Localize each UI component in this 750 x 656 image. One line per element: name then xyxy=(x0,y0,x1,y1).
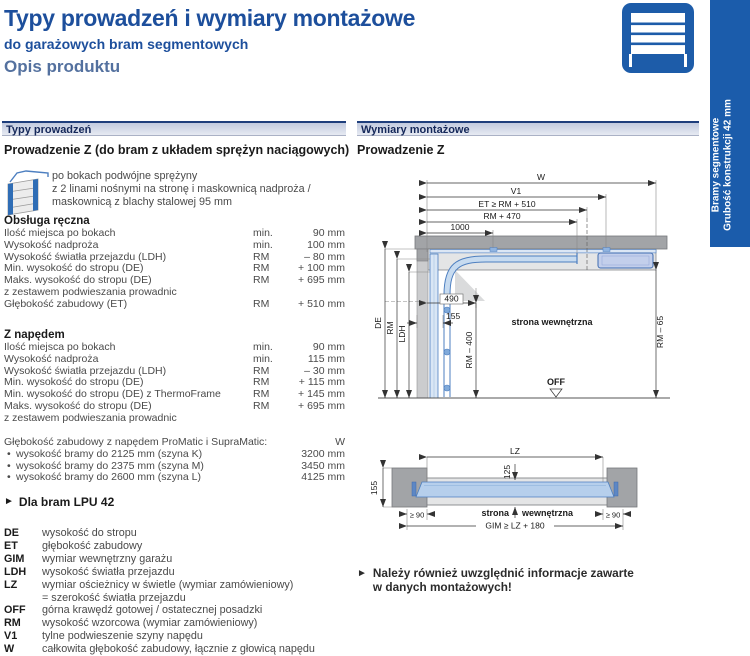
row-value: + 100 mm xyxy=(298,262,345,275)
row-label: z zestawem podwieszania prowadnic xyxy=(4,411,177,424)
dim-125: 125 xyxy=(502,464,512,480)
note-text xyxy=(373,566,634,594)
rail-suspension-rear xyxy=(603,248,610,252)
side-tab xyxy=(710,0,750,247)
item-label: wysokość bramy do 2125 mm (szyna K) xyxy=(16,447,203,460)
dim-lz: LZ xyxy=(510,446,520,456)
manual-heading: Obsługa ręczna xyxy=(4,215,90,227)
rail-suspension xyxy=(490,248,497,252)
table-row xyxy=(4,354,345,366)
legend-term: LZ xyxy=(4,578,18,591)
operator-rail xyxy=(430,250,656,253)
powered-heading: Z napędem xyxy=(4,329,65,341)
row-ref: RM xyxy=(253,399,270,412)
installation-note xyxy=(357,566,634,594)
dim-gim: GIM ≥ LZ + 180 xyxy=(485,520,545,531)
inner-side-label: strona wewnętrzna xyxy=(511,317,593,327)
legend-row xyxy=(4,630,349,643)
table-row xyxy=(4,287,345,299)
abbreviation-legend xyxy=(4,527,349,656)
legend-row xyxy=(4,566,349,579)
off-marker-icon xyxy=(550,389,562,397)
sectional-door-icon xyxy=(622,3,694,78)
z-track-icon xyxy=(4,168,50,221)
legend-term: V1 xyxy=(4,630,18,643)
legend-term: LDH xyxy=(4,565,27,578)
side-tab-line1: Bramy segmentowe xyxy=(710,117,721,213)
legend-def xyxy=(42,579,349,605)
legend-row xyxy=(4,617,349,630)
intro-text xyxy=(52,170,311,210)
row-label: z zestawem podwieszania prowadnic xyxy=(4,285,177,298)
dim-rm65: RM – 65 xyxy=(655,315,665,349)
inner-side-word1: strona xyxy=(481,508,509,518)
row-ref: RM xyxy=(253,262,270,275)
for-doors-heading xyxy=(4,495,114,509)
legend-def: wysokość światła przejazdu xyxy=(42,565,175,578)
row-label: Wysokość światła przejazdu (LDH) xyxy=(4,250,167,263)
row-label: Wysokość nadproża xyxy=(4,238,99,251)
legend-def-line1: wymiar ościeżnicy w świetle (wymiar zamówieniowy) xyxy=(42,578,294,591)
list-item xyxy=(4,449,345,461)
table-row xyxy=(4,240,345,252)
row-value: + 145 mm xyxy=(298,388,345,401)
legend-def: górna krawędź gotowej / ostatecznej posadzki xyxy=(42,604,263,617)
powered-table xyxy=(4,342,345,425)
row-ref: min. xyxy=(253,238,273,251)
row-label: Min. wysokość do stropu (DE) z ThermoFrame xyxy=(4,388,221,401)
legend-term: ET xyxy=(4,539,18,552)
dim-155: 155 xyxy=(446,311,461,321)
table-row xyxy=(4,299,345,311)
row-value: + 115 mm xyxy=(298,376,345,389)
dim-w: W xyxy=(536,172,546,182)
dim-et: ET ≥ RM + 510 xyxy=(478,199,536,209)
row-ref: RM xyxy=(253,274,270,287)
legend-def: wymiar wewnętrzny garażu xyxy=(42,552,173,565)
for-doors-label: Dla bram LPU 42 xyxy=(18,495,115,509)
legend-term: RM xyxy=(4,617,21,630)
dim-ge90-left: ≥ 90 xyxy=(409,510,425,520)
dim-de: DE xyxy=(373,317,383,329)
depth-heading: Głębokość zabudowy z napędem ProMatic i SupraMatic: xyxy=(4,436,268,448)
row-ref xyxy=(253,413,287,425)
row-ref xyxy=(253,287,287,299)
note-line1: Należy również uwzględnić informacje zawarte xyxy=(372,566,634,580)
row-label: Maks. wysokość do stropu (DE) xyxy=(4,274,152,287)
list-item xyxy=(4,472,345,484)
row-value: 90 mm xyxy=(312,341,345,353)
row-value: – 30 mm xyxy=(304,364,345,377)
row-value: 100 mm xyxy=(307,238,345,251)
depth-unit: W xyxy=(335,436,345,448)
side-view-diagram xyxy=(360,160,700,410)
wall-section xyxy=(417,249,428,398)
ceiling xyxy=(415,236,667,249)
row-ref: RM xyxy=(253,250,270,263)
bullet-icon: • xyxy=(7,459,11,472)
legend-row xyxy=(4,553,349,566)
dim-ge90-right: ≥ 90 xyxy=(605,510,621,520)
row-value xyxy=(287,287,345,299)
inner-side-word2: wewnętrzna xyxy=(522,508,574,518)
legend-row xyxy=(4,643,349,656)
roller-bracket-right xyxy=(614,482,618,496)
off-label: OFF xyxy=(547,377,565,387)
row-label: Ilość miejsca po bokach xyxy=(4,341,116,353)
motor-head xyxy=(598,253,653,268)
door-panel xyxy=(416,482,614,497)
legend-def: tylne podwieszenie szyny napędu xyxy=(42,630,203,643)
item-value: 4125 mm xyxy=(301,471,345,484)
legend-def: wysokość do stropu xyxy=(42,527,137,539)
bullet-icon: • xyxy=(7,471,11,484)
intro-line1: po bokach podwójne sprężyny xyxy=(52,170,198,182)
row-value: 90 mm xyxy=(312,227,345,239)
side-tab-text xyxy=(710,42,750,289)
plan-view-diagram xyxy=(360,438,700,543)
row-label: Maks. wysokość do stropu (DE) xyxy=(4,399,152,412)
item-label: wysokość bramy do 2375 mm (szyna M) xyxy=(16,459,204,472)
dim-rm470: RM + 470 xyxy=(483,211,521,221)
row-ref: min. xyxy=(253,341,273,353)
legend-def-line2: = szerokość światła przejazdu xyxy=(42,591,186,604)
side-tab-line2: Grubość konstrukcji 42 mm xyxy=(722,99,733,231)
table-row xyxy=(4,401,345,413)
intro-line3: maskownicą z blachy stalowej 95 mm xyxy=(52,196,233,209)
dim-155-plan: 155 xyxy=(369,480,379,496)
legend-def: głębokość zabudowy xyxy=(42,539,143,552)
row-ref: RM xyxy=(253,364,270,377)
row-label: Wysokość światła przejazdu (LDH) xyxy=(4,364,167,377)
legend-row xyxy=(4,540,349,553)
table-row xyxy=(4,413,345,425)
dim-ldh: LDH xyxy=(397,325,407,343)
legend-row xyxy=(4,604,349,617)
wall-right xyxy=(607,468,637,507)
row-value: + 695 mm xyxy=(298,399,345,412)
legend-def: wysokość wzorcowa (wymiar zamówieniowy) xyxy=(42,617,258,630)
dim-rm: RM xyxy=(385,321,395,335)
row-label: Min. wysokość do stropu (DE) xyxy=(4,376,144,389)
item-value: 3450 mm xyxy=(301,459,345,472)
page-title: Typy prowadzeń i wymiary montażowe xyxy=(4,5,416,31)
legend-def: całkowita głębokość zabudowy, łącznie z głowicą napędu xyxy=(42,643,315,656)
roller xyxy=(444,349,450,355)
legend-row xyxy=(4,579,349,605)
roller-bracket-left xyxy=(412,482,416,496)
row-value: – 80 mm xyxy=(304,250,345,263)
legend-term: OFF xyxy=(4,604,26,617)
row-ref: RM xyxy=(253,376,270,389)
row-label: Głębokość zabudowy (ET) xyxy=(4,297,128,310)
dim-rm400: RM – 400 xyxy=(464,331,474,369)
page-subtitle: do garażowych bram segmentowych xyxy=(4,36,249,52)
arrow-right-icon: ► xyxy=(4,496,14,507)
left-column-header: Typy prowadzeń xyxy=(2,121,346,136)
legend-term: DE xyxy=(4,527,19,539)
intro-line2: z 2 linami nośnymi na stronę i maskownicą nadproża / xyxy=(52,183,311,196)
roller xyxy=(444,385,450,391)
item-value: 3200 mm xyxy=(301,447,345,460)
section-title: Opis produktu xyxy=(4,57,121,76)
row-ref: min. xyxy=(253,227,273,239)
dim-v1: V1 xyxy=(510,186,522,196)
depth-block xyxy=(4,437,345,484)
row-label: Min. wysokość do stropu (DE) xyxy=(4,262,144,275)
dim-1000: 1000 xyxy=(450,222,470,232)
row-label: Wysokość nadproża xyxy=(4,352,99,365)
right-subheading: Prowadzenie Z xyxy=(357,143,445,157)
item-label: wysokość bramy do 2600 mm (szyna L) xyxy=(16,471,201,484)
row-ref: RM xyxy=(253,297,270,310)
row-label: Ilość miejsca po bokach xyxy=(4,227,116,239)
legend-term: W xyxy=(4,643,15,656)
row-value: + 510 mm xyxy=(298,297,345,310)
dim-490: 490 xyxy=(444,293,459,304)
bullet-icon: • xyxy=(7,447,11,460)
note-line2: w danych montażowych! xyxy=(372,580,512,594)
row-ref: min. xyxy=(253,352,273,365)
row-value: + 695 mm xyxy=(298,274,345,287)
legend-term: GIM xyxy=(4,552,25,565)
legend-row xyxy=(4,527,349,540)
row-value: 115 mm xyxy=(307,352,345,365)
arrow-right-icon: ► xyxy=(357,568,367,579)
left-subheading: Prowadzenie Z (do bram z układem sprężyn naciągowych) xyxy=(4,143,350,157)
row-value xyxy=(287,413,345,425)
right-column-header: Wymiary montażowe xyxy=(357,121,699,136)
manual-table xyxy=(4,228,345,311)
row-ref: RM xyxy=(253,388,270,401)
